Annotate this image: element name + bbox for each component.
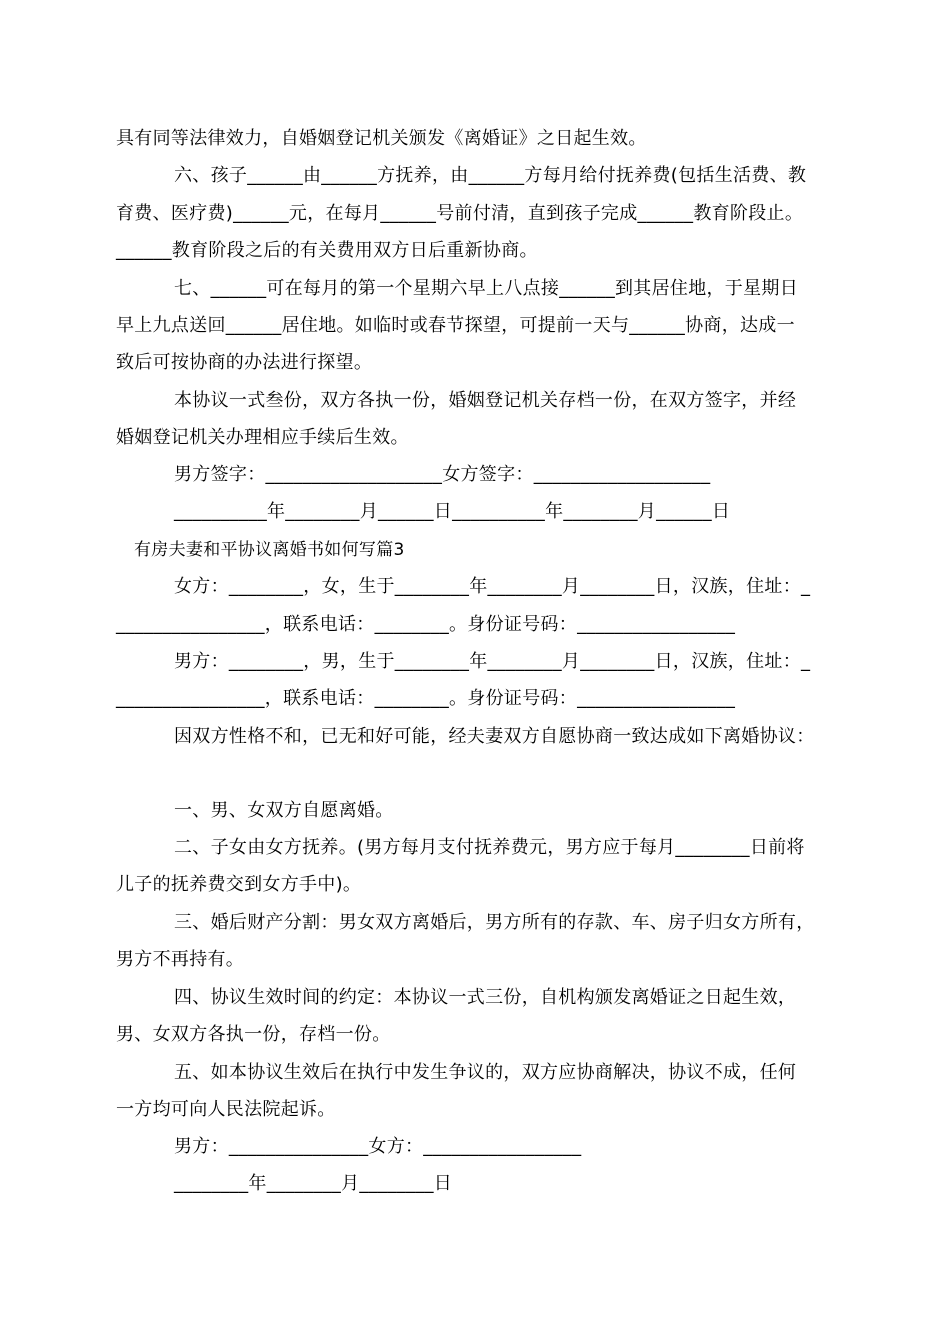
agreement-copies-line-1: 本协议一式叁份，双方各执一份，婚姻登记机关存档一份，在双方签字，并经: [174, 390, 797, 411]
section-heading: 有房夫妻和平协议离婚书如何写篇3: [134, 540, 405, 560]
clause-one-line: 一、男、女双方自愿离婚。: [174, 800, 394, 821]
clause-four-line-1: 四、协议生效时间的约定：本协议一式三份，自机构颁发离婚证之日起生效，: [174, 987, 797, 1008]
clause-two-line-2: 儿子的抚养费交到女方手中)。: [116, 874, 362, 895]
clause-two-line-1: 二、子女由女方抚养。(男方每月支付抚养费元，男方应于每月________日前将: [174, 837, 805, 858]
clause-three-line-1: 三、婚后财产分割：男女双方离婚后，男方所有的存款、车、房子归女方所有，: [174, 912, 815, 933]
clause-seven-line-3: 致后可按协商的办法进行探望。: [116, 352, 373, 373]
wife-info-line-1: 女方：________，女，生于________年________月________日，汉族，住址：_: [174, 576, 811, 597]
clause-five-line-1: 五、如本协议生效后在执行中发生争议的，双方应协商解决，协议不成，任何: [174, 1062, 797, 1083]
clause-six-line-1: 六、孩子______由______方抚养，由______方每月给付抚养费(包括生活费、教: [174, 165, 807, 186]
date-line: __________年________月______日__________年________月______日: [174, 501, 731, 522]
preamble-line: 因双方性格不和，已无和好可能，经夫妻双方自愿协商一致达成如下离婚协议：: [174, 726, 815, 747]
clause-five-line-2: 一方均可向人民法院起诉。: [116, 1099, 336, 1120]
final-date-line: ________年________月________日: [174, 1173, 453, 1194]
agreement-copies-line-2: 婚姻登记机关办理相应手续后生效。: [116, 427, 409, 448]
clause-four-line-2: 男、女双方各执一份，存档一份。: [116, 1024, 391, 1045]
husband-info-line-1: 男方：________，男，生于________年________月________日，汉族，住址：_: [174, 651, 811, 672]
signature-line: 男方签字：___________________女方签字：___________________: [174, 464, 711, 485]
clause-six-line-2: 育费、医疗费)______元，在每月______号前付清，直到孩子完成______教育阶段止。: [116, 203, 804, 224]
clause-seven-line-2: 早上九点送回______居住地。如临时或春节探望，可提前一天与______协商，达成一: [116, 315, 795, 336]
clause-seven-line-1: 七、______可在每月的第一个星期六早上八点接______到其居住地，于星期日: [174, 278, 798, 299]
husband-info-line-2: ________________，联系电话：________。身份证号码：_________________: [116, 688, 736, 709]
wife-info-line-2: ________________，联系电话：________。身份证号码：_________________: [116, 614, 736, 635]
clause-six-line-3: ______教育阶段之后的有关费用双方日后重新协商。: [116, 240, 538, 261]
clause-three-line-2: 男方不再持有。: [116, 949, 245, 970]
paragraph-line: 具有同等法律效力，自婚姻登记机关颁发《离婚证》之日起生效。: [116, 128, 647, 149]
final-signature-line: 男方：_______________女方：_________________: [174, 1136, 582, 1157]
